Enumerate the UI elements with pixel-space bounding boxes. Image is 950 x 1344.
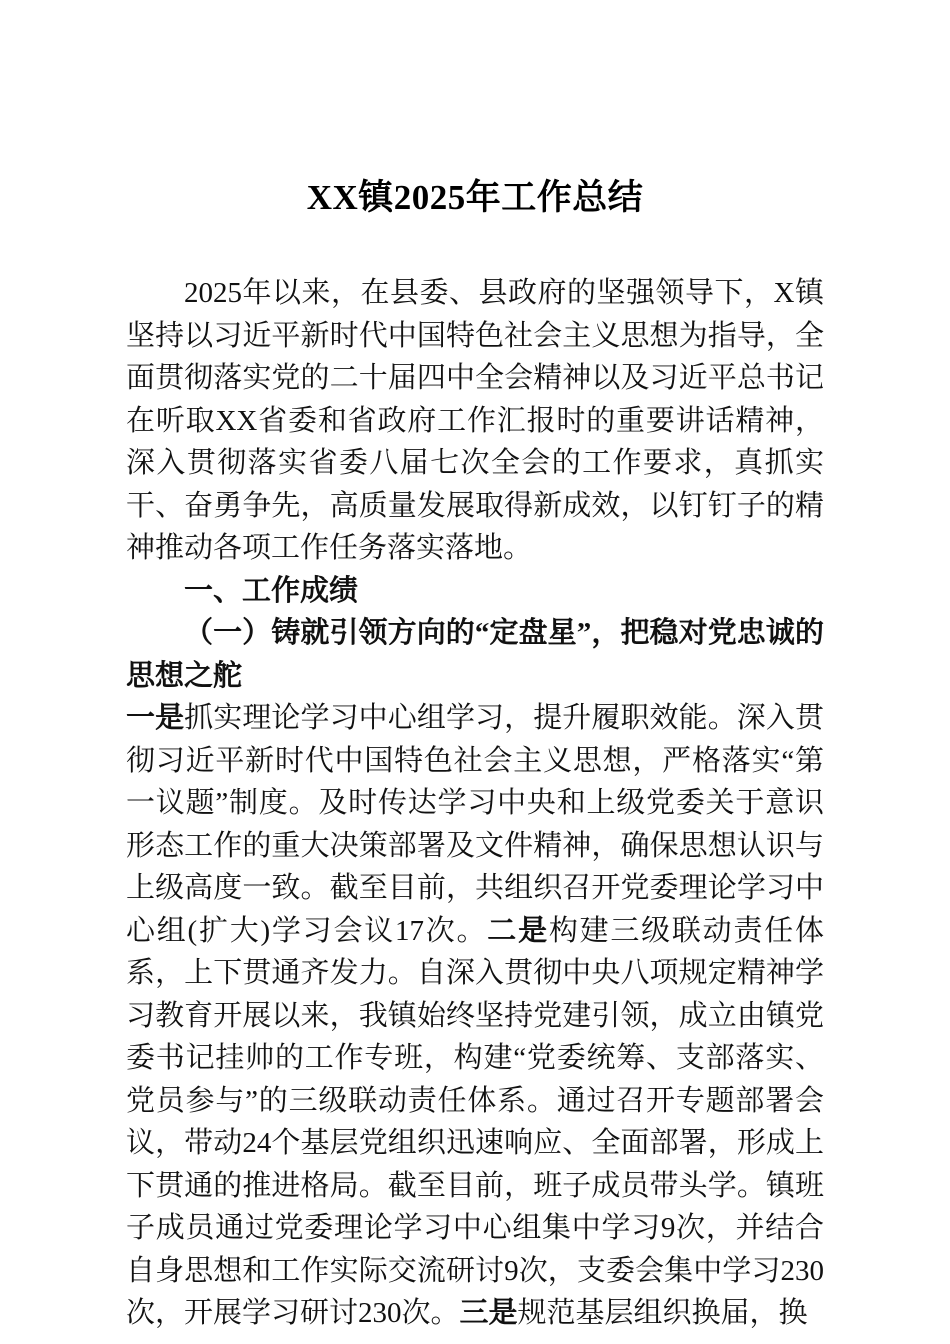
emphasis-run: 二是 bbox=[487, 914, 549, 947]
emphasis-run: 三是 bbox=[459, 1297, 518, 1329]
page-title: XX镇2025年工作总结 bbox=[306, 178, 644, 217]
subsection-heading-1-1 bbox=[126, 612, 824, 697]
emphasis-run: 一、工作成绩 bbox=[184, 574, 359, 607]
text-run: 2025年以来，在县委、县政府的坚强领导下，X镇坚持以习近平新时代中国特色社会主义思想为指导，全面贯彻落实党的二十届四中全会精神以及习近平总书记在听取XX省委和省政府工作汇报时的重要讲话精神，深入贯彻落实省委八届七次全会的工作要求，真抓实干、奋勇争先，高质量发展取得新成效，以钉钉子的精神推动各项工作任务落实落地。 bbox=[126, 277, 824, 564]
text-run: 规范基层组织换届，换 bbox=[517, 1297, 808, 1329]
page-content bbox=[126, 0, 824, 1335]
document-body bbox=[126, 272, 824, 1335]
emphasis-run: 一是 bbox=[126, 702, 185, 734]
body-paragraph-1 bbox=[126, 697, 824, 1335]
text-run: 构建三级联动责任体系，上下贯通齐发力。自深入贯彻中央八项规定精神学习教育开展以来，我镇始终坚持党建引领，成立由镇党委书记挂帅的工作专班，构建“党委统筹、支部落实、党员参与”的三级联动责任体系。通过召开专题部署会议，带动24个基层党组织迅速响应、全面部署，形成上下贯通的推进格局。截至目前，班子成员带头学。镇班子成员通过党委理论学习中心组集中学习9次，并结合自身思想和工作实际交流研讨9次，支委会集中学习230次，开展学习研讨230次。 bbox=[126, 914, 824, 1329]
emphasis-run: （一）铸就引领方向的“定盘星”，把稳对党忠诚的思想之舵 bbox=[126, 617, 824, 692]
opening-paragraph bbox=[126, 272, 824, 570]
section-heading-1 bbox=[126, 570, 824, 613]
text-run: 抓实理论学习中心组学习，提升履职效能。深入贯彻习近平新时代中国特色社会主义思想，严格落实“第一议题”制度。及时传达学习中央和上级党委关于意识形态工作的重大决策部署及文件精神，确保思想认识与上级高度一致。截至目前，共组织召开党委理论学习中心组(扩大)学习会议17次。 bbox=[126, 702, 824, 947]
